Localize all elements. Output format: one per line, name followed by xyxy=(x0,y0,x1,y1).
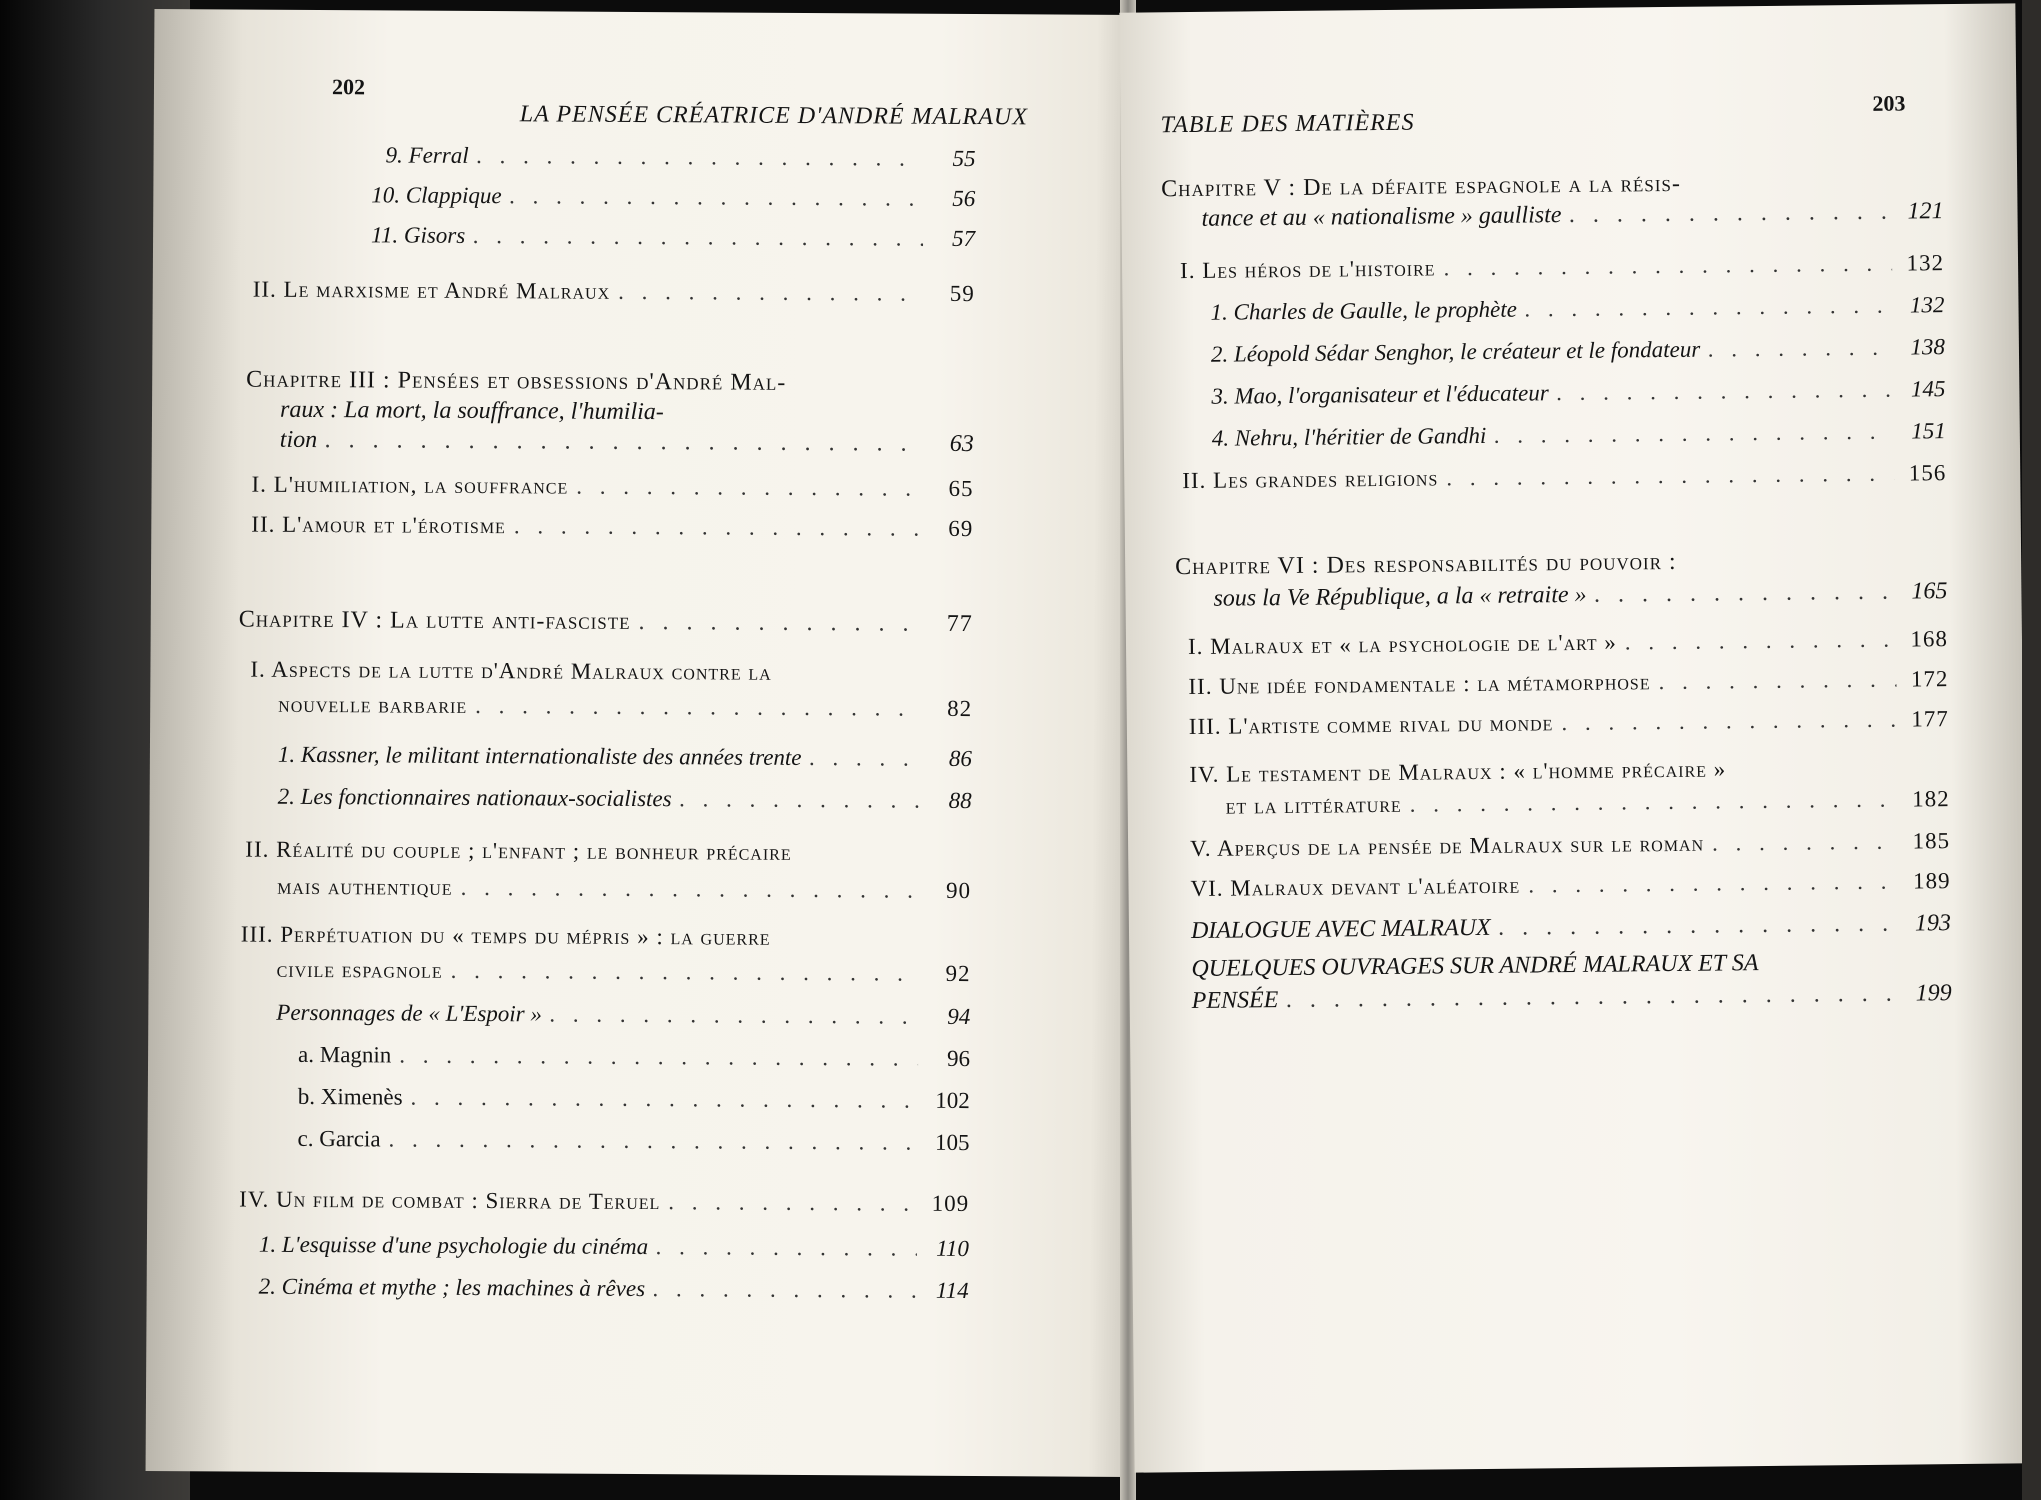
toc-section xyxy=(1188,624,1948,662)
page-ref: 165 xyxy=(1911,578,1948,605)
page-ref: 132 xyxy=(1906,250,1945,276)
page-ref: 86 xyxy=(948,745,972,772)
page-ref: 82 xyxy=(947,695,973,722)
page-ref: 138 xyxy=(1910,334,1946,360)
toc-section xyxy=(1190,866,1950,904)
toc-entry xyxy=(385,140,975,174)
entry-label: II. Les grandes religions xyxy=(1182,465,1439,494)
entry-label: c. Garcia xyxy=(297,1125,381,1152)
toc-section xyxy=(1180,248,1944,286)
dot-leader xyxy=(809,743,920,774)
toc-section xyxy=(1190,826,1950,864)
entry-label: b. Ximenès xyxy=(297,1083,403,1110)
dot-leader xyxy=(1528,867,1899,901)
dot-leader xyxy=(325,425,922,459)
dot-leader xyxy=(399,1041,918,1074)
entry-label: 4. Nehru, l'héritier de Gandhi xyxy=(1211,422,1487,451)
dot-leader xyxy=(451,956,919,989)
page-ref: 172 xyxy=(1910,666,1949,692)
toc-entry xyxy=(259,1230,969,1264)
toc-section-cont xyxy=(277,955,971,989)
entry-label: 1. Kassner, le militant internationaliste des années trente xyxy=(277,741,802,770)
dot-leader xyxy=(514,511,922,543)
toc-entry xyxy=(297,1124,969,1158)
page-ref: 109 xyxy=(931,1190,970,1217)
page-ref: 189 xyxy=(1912,868,1951,894)
page-ref: 77 xyxy=(946,610,973,638)
page-number-right: 203 xyxy=(1872,90,1906,116)
dot-leader xyxy=(1569,197,1891,230)
page-ref: 114 xyxy=(935,1277,969,1304)
entry-label: 9. Ferral xyxy=(385,142,469,168)
toc-entry-dialogue xyxy=(1191,908,1951,946)
right-page xyxy=(1119,3,2030,1472)
dot-leader xyxy=(1525,291,1893,325)
dot-leader xyxy=(475,691,920,724)
page-ref: 193 xyxy=(1914,910,1952,937)
page-ref: 92 xyxy=(945,960,971,987)
dot-leader xyxy=(1594,577,1895,610)
entry-label: tion xyxy=(279,426,318,454)
dot-leader xyxy=(1625,625,1896,658)
chapter-heading: Chapitre V : De la défaite espagnole a la résis- xyxy=(1161,170,1682,203)
chapter-heading-cont xyxy=(1201,196,1943,234)
toc-entry-bibliography: QUELQUES OUVRAGES SUR ANDRÉ MALRAUX ET SA xyxy=(1191,950,1759,983)
entry-label: VI. Malraux devant l'aléatoire xyxy=(1190,872,1521,902)
chapter-heading xyxy=(239,605,973,639)
page-ref: 102 xyxy=(935,1087,970,1114)
dot-leader xyxy=(1712,827,1898,859)
chapter-heading-cont xyxy=(1213,576,1947,614)
toc-section xyxy=(253,275,975,309)
entry-label: a. Magnin xyxy=(298,1041,392,1068)
dot-leader xyxy=(1410,785,1898,820)
page-ref: 182 xyxy=(1912,786,1950,812)
page-ref: 94 xyxy=(947,1003,971,1030)
page-ref: 96 xyxy=(947,1045,971,1072)
left-page xyxy=(146,9,1137,1477)
entry-label: II. L'amour et l'érotisme xyxy=(251,511,506,539)
toc-entry xyxy=(371,180,975,214)
entry-label: IV. Un film de combat : Sierra de Teruel xyxy=(239,1186,661,1215)
entry-label: sous la Ve République, a la « retraite » xyxy=(1213,581,1587,612)
toc-section xyxy=(1188,664,1948,702)
entry-label: 2. Les fonctionnaires nationaux-socialistes xyxy=(277,783,672,812)
toc-entry xyxy=(371,220,975,254)
dot-leader xyxy=(477,141,924,174)
page-ref: 156 xyxy=(1908,460,1947,486)
page-ref: 56 xyxy=(952,185,976,212)
toc-section xyxy=(251,510,973,544)
page-ref: 88 xyxy=(948,787,972,814)
page-ref: 105 xyxy=(934,1129,970,1156)
page-ref: 185 xyxy=(1912,828,1951,854)
entry-label: V. Aperçus de la pensée de Malraux sur le roman xyxy=(1190,830,1705,862)
toc-section xyxy=(239,1185,969,1219)
toc-section: III. Perpétuation du « temps du mépris » : la guerre xyxy=(240,921,771,950)
entry-label: tance et au « nationalisme » gaulliste xyxy=(1201,202,1562,232)
dot-leader xyxy=(668,1187,917,1219)
dot-leader xyxy=(1286,979,1900,1015)
toc-entry xyxy=(1210,290,1944,328)
dot-leader xyxy=(618,277,923,309)
dot-leader xyxy=(1561,705,1897,739)
entry-label: mais authentique xyxy=(277,873,453,900)
entry-label: civile espagnole xyxy=(276,956,443,983)
entry-label: 1. L'esquisse d'une psychologie du cinéma xyxy=(258,1231,649,1260)
chapter-heading: Chapitre VI : Des responsabilités du pouvoir : xyxy=(1175,548,1677,581)
toc-section-cont xyxy=(1226,784,1950,822)
dot-leader xyxy=(656,1232,917,1264)
page-ref: 69 xyxy=(948,515,974,542)
entry-label: Chapitre IV : La lutte anti-fasciste xyxy=(238,606,631,635)
toc-entry xyxy=(278,740,972,774)
dot-leader xyxy=(550,999,919,1031)
toc-section: IV. Le testament de Malraux : « l'homme précaire » xyxy=(1189,756,1727,788)
chapter-heading-cont: raux : La mort, la souffrance, l'humilia- xyxy=(279,396,664,426)
entry-label: et la littérature xyxy=(1225,791,1402,819)
page-ref: 110 xyxy=(936,1235,969,1262)
dot-leader xyxy=(638,607,920,639)
dot-leader xyxy=(1498,909,1899,943)
page-ref: 63 xyxy=(949,430,974,458)
dot-leader xyxy=(461,873,920,906)
page-number-left: 202 xyxy=(331,74,366,100)
toc-section-cont xyxy=(277,872,971,906)
dot-leader xyxy=(411,1083,918,1116)
toc-section-cont xyxy=(278,690,972,724)
toc-section: I. Aspects de la lutte d'André Malraux contre la xyxy=(250,656,772,685)
entry-label: 11. Gisors xyxy=(371,222,466,248)
running-head-left: LA PENSÉE CRÉATRICE D'ANDRÉ MALRAUX xyxy=(519,101,1029,131)
page-ref: 57 xyxy=(952,225,976,252)
page-ref: 59 xyxy=(949,280,975,307)
entry-label: Personnages de « L'Espoir » xyxy=(276,999,542,1027)
entry-label: 3. Mao, l'organisateur et l'éducateur xyxy=(1211,380,1549,409)
page-ref: 65 xyxy=(948,475,974,502)
dot-leader xyxy=(1446,459,1894,494)
chapter-heading-cont xyxy=(280,425,974,459)
toc-entry xyxy=(298,1082,970,1116)
dot-leader xyxy=(1708,333,1893,365)
entry-label: III. L'artiste comme rival du monde xyxy=(1188,710,1554,740)
page-ref: 168 xyxy=(1910,626,1949,652)
entry-label: 2. Léopold Sédar Senghor, le créateur et le fondateur xyxy=(1210,336,1701,367)
dot-leader xyxy=(653,1274,917,1306)
toc-section xyxy=(1189,704,1949,742)
toc-entry xyxy=(259,1272,969,1306)
entry-label: 2. Cinéma et mythe ; les machines à rêves xyxy=(258,1273,646,1302)
dot-leader xyxy=(473,221,923,254)
dot-leader xyxy=(510,181,924,214)
page-ref: 151 xyxy=(1911,418,1946,444)
page-ref: 121 xyxy=(1907,198,1944,225)
dot-leader xyxy=(1494,417,1894,451)
dot-leader xyxy=(388,1124,917,1157)
book-edge-right xyxy=(2022,0,2041,1500)
toc-section: II. Réalité du couple ; l'enfant ; le bonheur précaire xyxy=(245,836,792,865)
toc-entry xyxy=(276,998,970,1032)
dot-leader xyxy=(680,784,920,815)
entry-label: I. Les héros de l'histoire xyxy=(1179,255,1436,284)
entry-label: 1. Charles de Gaulle, le prophète xyxy=(1210,296,1518,325)
toc-entry xyxy=(1211,332,1945,370)
page-ref: 132 xyxy=(1909,292,1945,318)
chapter-heading: Chapitre III : Pensées et obsessions d'André Mal- xyxy=(246,366,787,396)
entry-label: DIALOGUE AVEC MALRAUX xyxy=(1190,914,1491,945)
toc-section xyxy=(1182,458,1946,496)
running-head-right: TABLE DES MATIÈRES xyxy=(1160,109,1415,139)
dot-leader xyxy=(576,472,921,504)
page-ref: 145 xyxy=(1910,376,1946,402)
entry-label: nouvelle barbarie xyxy=(278,691,468,718)
dot-leader xyxy=(1658,665,1896,697)
entry-label: I. L'humiliation, la souffrance xyxy=(251,471,569,499)
toc-entry-bibliography-cont xyxy=(1192,978,1952,1016)
toc-section xyxy=(251,470,973,504)
page-ref: 55 xyxy=(952,145,976,172)
page-ref: 90 xyxy=(946,877,972,904)
page-ref: 199 xyxy=(1915,980,1952,1007)
page-ref: 177 xyxy=(1911,706,1949,732)
entry-label: II. Une idée fondamentale : la métamorphose xyxy=(1188,669,1651,700)
toc-entry xyxy=(1212,416,1946,454)
entry-label: I. Malraux et « la psychologie de l'art » xyxy=(1187,629,1617,660)
entry-label: 10. Clappique xyxy=(371,182,502,209)
dot-leader xyxy=(1557,375,1894,409)
entry-label: II. Le marxisme et André Malraux xyxy=(252,276,611,304)
toc-entry xyxy=(1211,374,1945,412)
entry-label: PENSÉE xyxy=(1191,987,1279,1015)
toc-entry xyxy=(278,782,972,816)
dot-leader xyxy=(1443,249,1892,284)
toc-entry xyxy=(298,1040,970,1074)
